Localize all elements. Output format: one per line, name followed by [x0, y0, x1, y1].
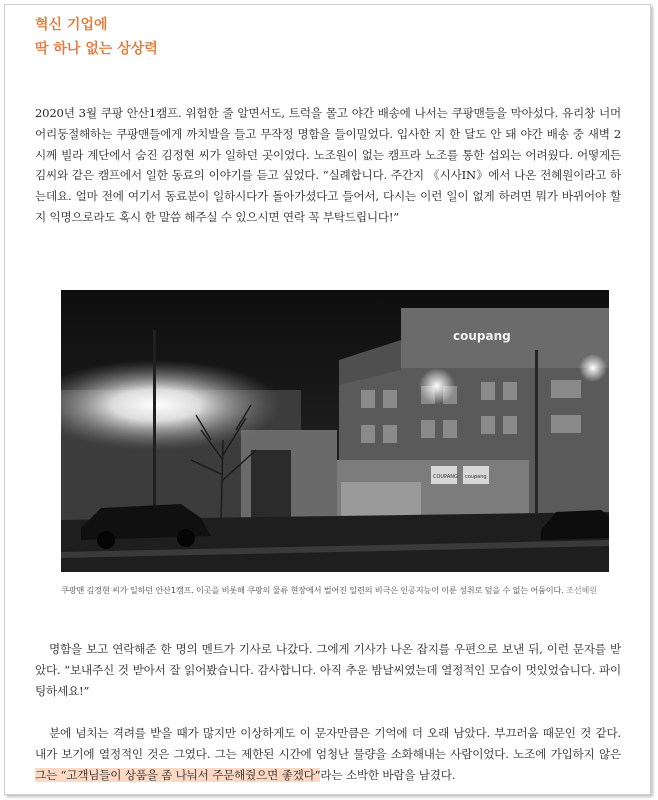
- document-page: [4, 4, 651, 795]
- photo-credit: 조선혜원: [566, 585, 597, 595]
- door-sign-1: COUPANG: [433, 474, 458, 480]
- section-heading: [35, 13, 158, 61]
- paragraph-3-text-start: 분에 넘치는 격려를 받을 때가 많지만 이상하게도 이 문자만큼은 기억에 더 오래 남았다. 부끄러움 때문인 것 같다. 내가 보기에 열정적인 것은 그였다. 그는 제한된 시간에 엄청난 물량을 소화해내는 사람이었다. 노조에 가입하지 않은: [35, 726, 621, 761]
- warehouse-night-photo: [61, 290, 609, 572]
- body-paragraph-2: 명함을 보고 연락해준 한 명의 멘트가 기사로 나갔다. 그에게 기사가 나온 잡지를 우편으로 보낸 뒤, 이런 문자를 받았다. “보내주신 것 받아서 잘 읽어봤습니다. 감사합니다. 아직 추운 밤날씨였는데 열정적인 모습이 멋있었습니다. 파이팅하세요!”: [35, 642, 621, 698]
- heading-line-2: 딱 하나 없는 상상력: [35, 41, 158, 57]
- paragraph-3-text-end: 라는 소박한 바람을 남겼다.: [320, 767, 456, 782]
- door-sign-2: coupang: [465, 474, 487, 480]
- photo-caption: [61, 583, 613, 598]
- caption-text: 쿠팡맨 김정현 씨가 일하던 안산1캠프. 이곳을 비롯해 쿠팡의 물류 현장에서 벌어진 일련의 비극은 인공지능이 이룬 성취로 덮을 수 없는 어둠이다.: [61, 585, 566, 595]
- building-logo-text: coupang: [453, 329, 511, 343]
- heading-line-1: 혁신 기업에: [35, 17, 108, 33]
- highlighted-quote: 그는 “고객님들이 상품을 좀 나눠서 주문해줬으면 좋겠다”: [35, 767, 321, 782]
- body-paragraph-3: [35, 723, 621, 785]
- body-paragraph-1: 2020년 3월 쿠팡 안산1캠프. 위험한 줄 알면서도, 트럭을 몰고 야간 배송에 나서는 쿠팡맨들을 막아섰다. 유리창 너머 어리둥절해하는 쿠팡맨들에게 까치발을 들고 무작정 명함을 들이밀었다. 입사한 지 한 달도 안 돼 야간 배송 중 새벽 2시께 빌라 계단에서 숨진 김정현 씨가 일하던 곳이었다. 노조원이 없는 캠프라 노조를 통한 섭외는 어려웠다. 어떻게든 김씨와 같은 캠프에서 일한 동료의 이야기를 듣고 싶었다. “실례합니다. 주간지 《시사IN》에서 나온 전혜원이라고 하는데요. 얼마 전에 여기서 동료분이 일하시다가 돌아가셨다고 들어서, 다시는 이런 일이 없게 하려면 뭐가 바뀌어야 할지 익명으로라도 혹시 한 말씀 해주실 수 있으시면 연락 꼭 부탁드립니다!”: [35, 106, 621, 224]
